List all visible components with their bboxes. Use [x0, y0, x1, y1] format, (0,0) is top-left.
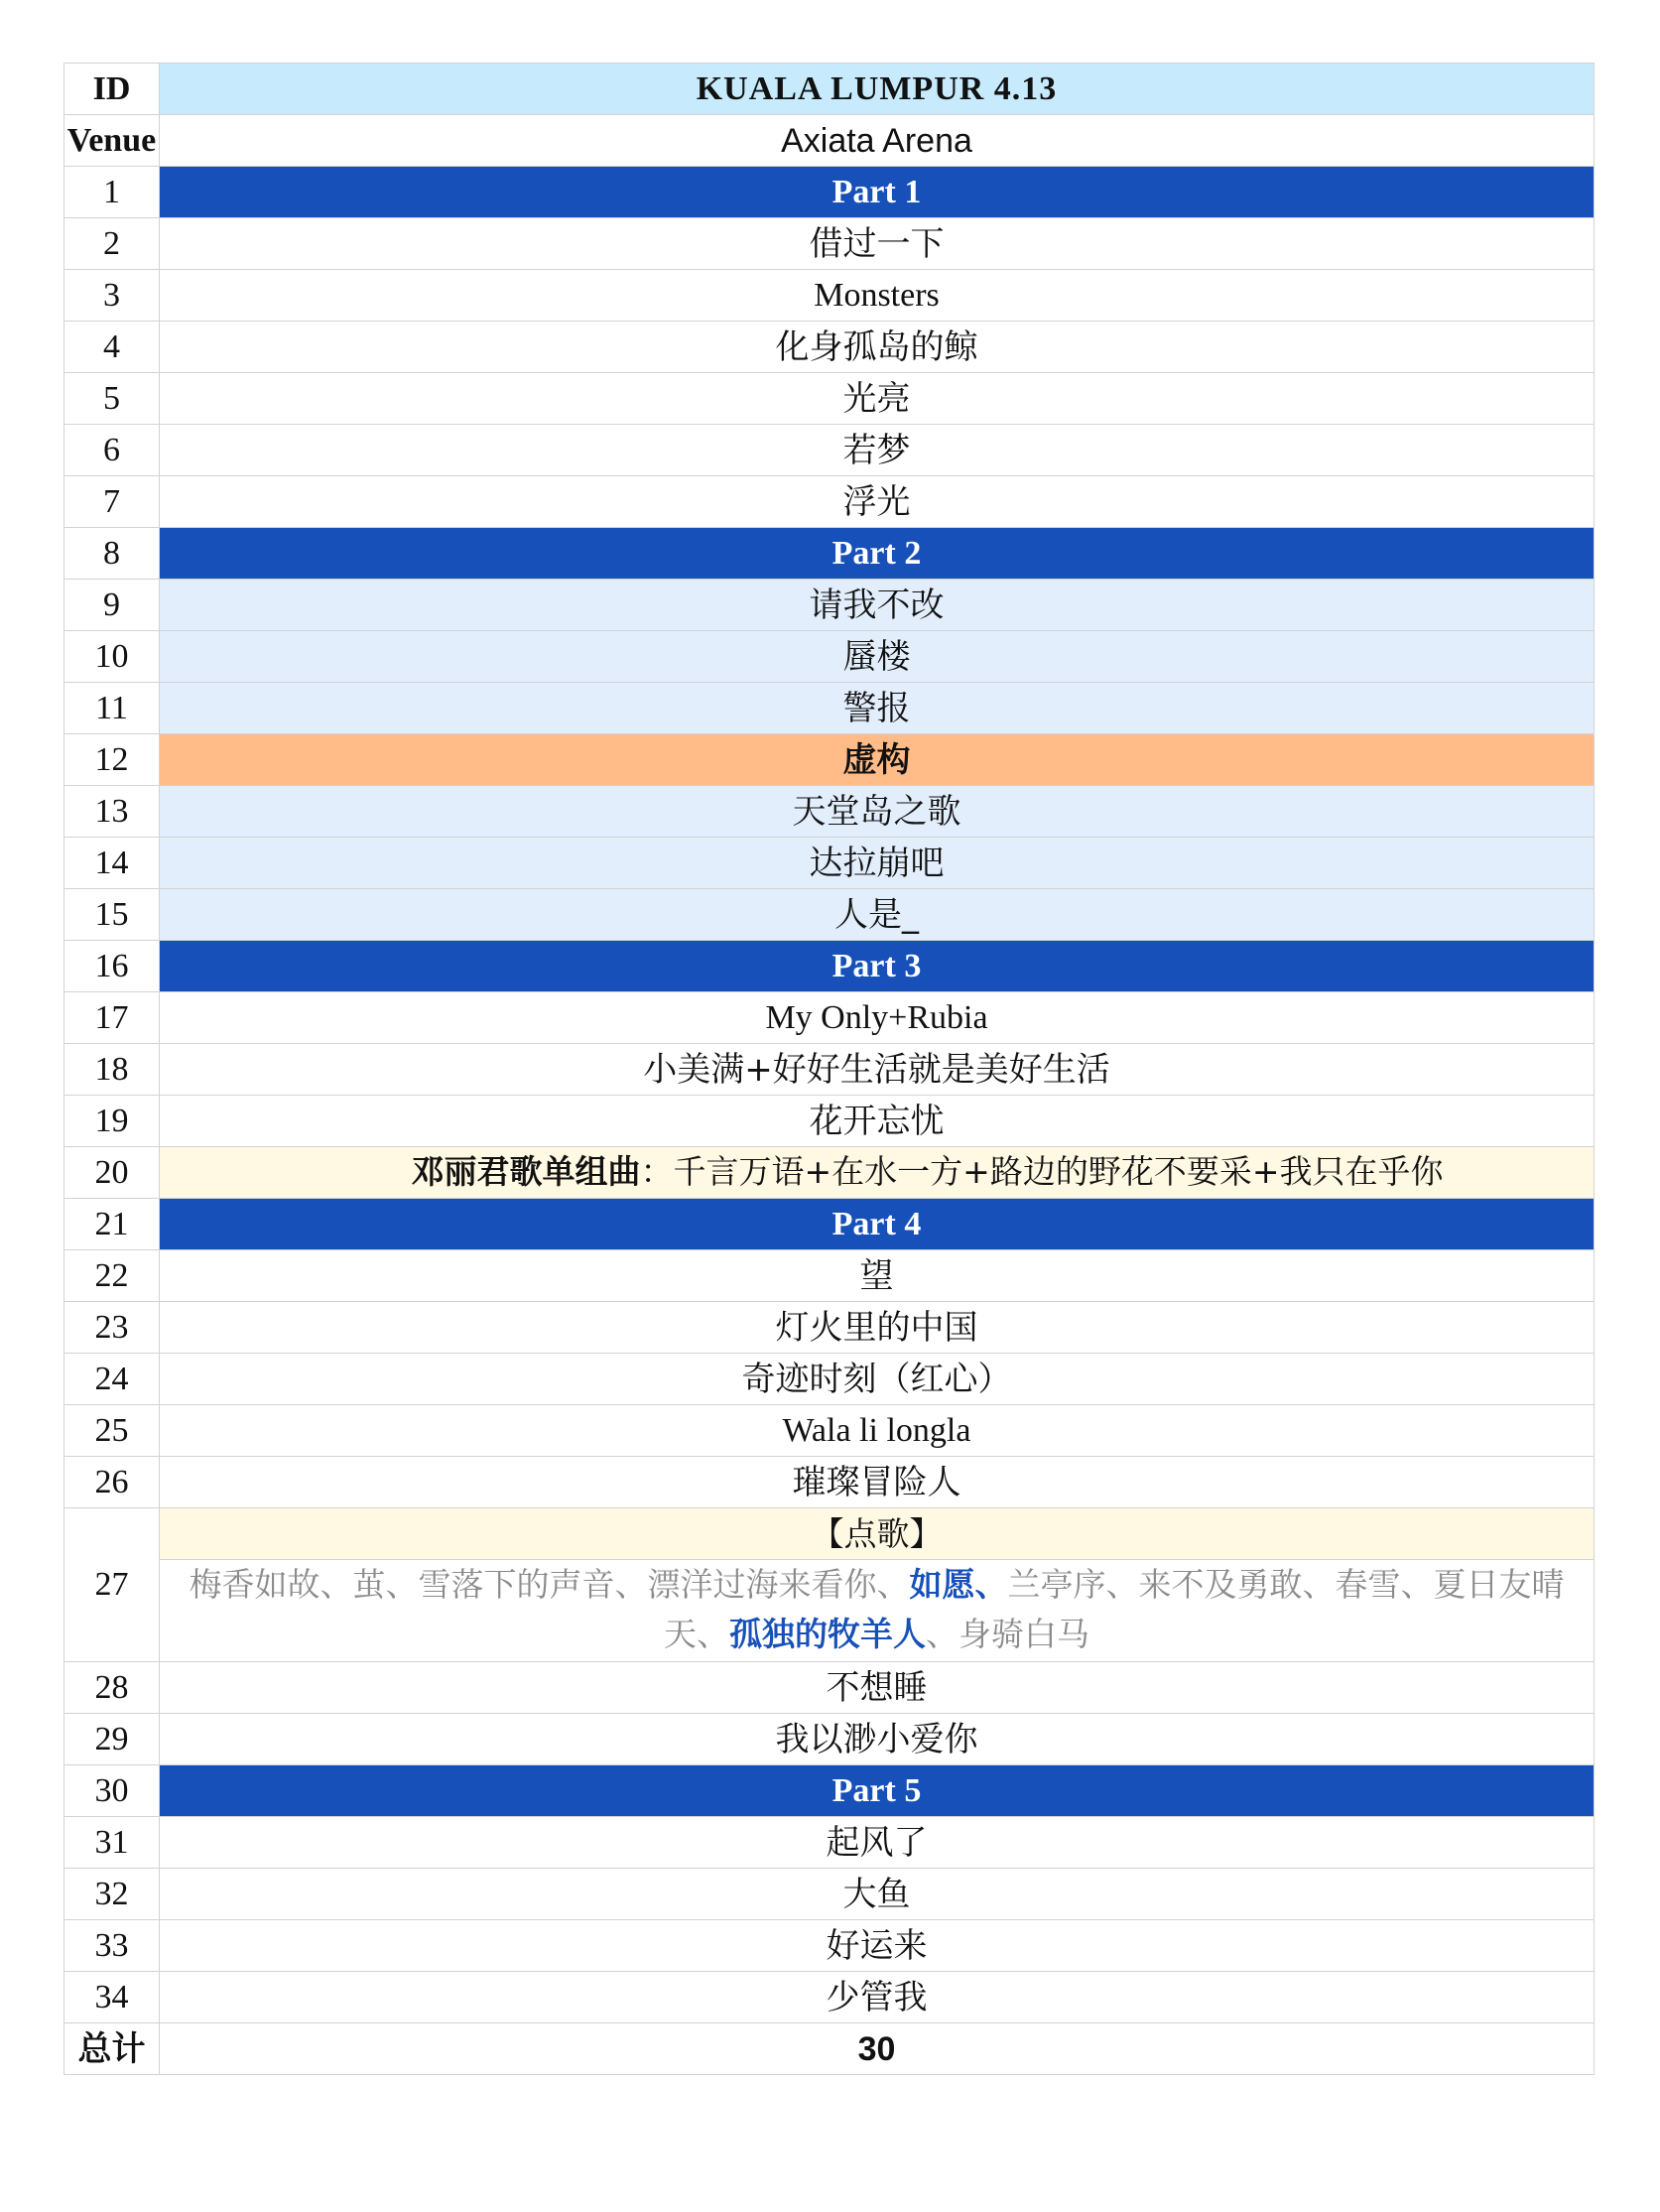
venue-value: Axiata Arena [160, 115, 1595, 167]
table-row [64, 1250, 1595, 1302]
table-row [64, 1044, 1595, 1096]
medley-text [311, 1152, 1444, 1192]
row-id: 7 [64, 476, 160, 528]
row-id: 24 [64, 1354, 160, 1405]
medley-title: 邓丽君歌单组曲 [411, 1152, 641, 1191]
song-title: My Only+Rubia [160, 992, 1595, 1044]
table-row [64, 270, 1595, 322]
table-row [64, 889, 1595, 941]
song-request-list [160, 1560, 1594, 1661]
table-row [64, 1354, 1595, 1405]
setlist-body [64, 64, 1595, 2075]
song-title: 若梦 [160, 425, 1595, 476]
row-id: 4 [64, 322, 160, 373]
table-row [64, 838, 1595, 889]
row-id: 29 [64, 1714, 160, 1765]
selected-request-song: 如愿、 [909, 1565, 1008, 1604]
table-row [64, 425, 1595, 476]
row-id: 23 [64, 1302, 160, 1354]
table-row [64, 1972, 1595, 2023]
section-header: Part 2 [160, 528, 1595, 580]
song-title: 望 [160, 1250, 1595, 1302]
table-row [64, 631, 1595, 683]
row-id: 20 [64, 1147, 160, 1199]
row-id: 15 [64, 889, 160, 941]
row-id: 28 [64, 1662, 160, 1714]
section-header: Part 4 [160, 1199, 1595, 1250]
song-title: 好运来 [160, 1920, 1595, 1972]
total-row [64, 2023, 1595, 2075]
table-row [64, 1405, 1595, 1457]
song-title: 奇迹时刻（红心） [160, 1354, 1595, 1405]
song-title: 少管我 [160, 1972, 1595, 2023]
id-header: ID [64, 64, 160, 115]
song-title: 蜃楼 [160, 631, 1595, 683]
row-id: 1 [64, 167, 160, 218]
title-row [64, 64, 1595, 115]
table-row [64, 1869, 1595, 1920]
row-id: 30 [64, 1765, 160, 1817]
table-row [64, 1199, 1595, 1250]
table-row [64, 476, 1595, 528]
row-id: 27 [64, 1508, 160, 1662]
row-id: 31 [64, 1817, 160, 1869]
table-row [64, 1662, 1595, 1714]
row-id: 17 [64, 992, 160, 1044]
venue-label: Venue [64, 115, 160, 167]
song-title: 借过一下 [160, 218, 1595, 270]
medley-separator: ： [640, 1152, 674, 1191]
medley-songs: 千言万语+在水一方+路边的野花不要采+我只在乎你 [673, 1152, 1444, 1191]
table-row [64, 528, 1595, 580]
song-title: 请我不改 [160, 580, 1595, 631]
song-title: 小美满+好好生活就是美好生活 [160, 1044, 1595, 1096]
row-id: 13 [64, 786, 160, 838]
request-song: 兰亭序、来不及勇敢、春雪、夏日友晴天、 [664, 1565, 1565, 1653]
row-id: 16 [64, 941, 160, 992]
row-id: 14 [64, 838, 160, 889]
row-id: 3 [64, 270, 160, 322]
song-title: 花开忘忧 [160, 1096, 1595, 1147]
song-title: 警报 [160, 683, 1595, 734]
table-row [64, 167, 1595, 218]
medley-cell [160, 1147, 1595, 1199]
row-id: 32 [64, 1869, 160, 1920]
table-row [64, 1920, 1595, 1972]
song-request-header: 【点歌】 [160, 1508, 1594, 1560]
table-row [64, 1765, 1595, 1817]
row-id: 10 [64, 631, 160, 683]
venue-row [64, 115, 1595, 167]
song-title: 我以渺小爱你 [160, 1714, 1595, 1765]
song-title: 光亮 [160, 373, 1595, 425]
section-header: Part 3 [160, 941, 1595, 992]
setlist-table [64, 63, 1595, 2075]
row-id: 18 [64, 1044, 160, 1096]
table-row [64, 734, 1595, 786]
row-id: 12 [64, 734, 160, 786]
row-id: 8 [64, 528, 160, 580]
song-title: 达拉崩吧 [160, 838, 1595, 889]
row-id: 5 [64, 373, 160, 425]
table-row [64, 1147, 1595, 1199]
table-row [64, 580, 1595, 631]
table-row [64, 373, 1595, 425]
row-id: 26 [64, 1457, 160, 1508]
table-row [64, 1302, 1595, 1354]
song-request-cell [160, 1508, 1595, 1662]
table-row [64, 1714, 1595, 1765]
concert-title: KUALA LUMPUR 4.13 [160, 64, 1595, 115]
row-id: 34 [64, 1972, 160, 2023]
selected-request-song: 孤独的牧羊人 [729, 1615, 926, 1653]
row-id: 21 [64, 1199, 160, 1250]
section-header: Part 1 [160, 167, 1595, 218]
row-id: 33 [64, 1920, 160, 1972]
table-row [64, 786, 1595, 838]
song-title: 人是_ [160, 889, 1595, 941]
total-label: 总计 [64, 2023, 160, 2075]
song-title: 璀璨冒险人 [160, 1457, 1595, 1508]
table-row [64, 218, 1595, 270]
song-title: 虚构 [160, 734, 1595, 786]
song-title: 大鱼 [160, 1869, 1595, 1920]
song-title: Monsters [160, 270, 1595, 322]
row-id: 19 [64, 1096, 160, 1147]
song-title: 化身孤岛的鲸 [160, 322, 1595, 373]
row-id: 11 [64, 683, 160, 734]
row-id: 9 [64, 580, 160, 631]
total-value: 30 [160, 2023, 1595, 2075]
song-title: 浮光 [160, 476, 1595, 528]
row-id: 22 [64, 1250, 160, 1302]
row-id: 6 [64, 425, 160, 476]
row-id: 25 [64, 1405, 160, 1457]
section-header: Part 5 [160, 1765, 1595, 1817]
table-row [64, 941, 1595, 992]
song-title: Wala li longla [160, 1405, 1595, 1457]
table-row [64, 1457, 1595, 1508]
table-row [64, 683, 1595, 734]
row-id: 2 [64, 218, 160, 270]
table-row [64, 1508, 1595, 1662]
request-song: 、身骑白马 [926, 1615, 1089, 1653]
table-row [64, 1817, 1595, 1869]
table-row [64, 322, 1595, 373]
song-title: 不想睡 [160, 1662, 1595, 1714]
table-row [64, 1096, 1595, 1147]
request-song: 梅香如故、茧、雪落下的声音、漂洋过海来看你、 [189, 1565, 910, 1604]
song-title: 灯火里的中国 [160, 1302, 1595, 1354]
song-title: 天堂岛之歌 [160, 786, 1595, 838]
table-row [64, 992, 1595, 1044]
song-title: 起风了 [160, 1817, 1595, 1869]
